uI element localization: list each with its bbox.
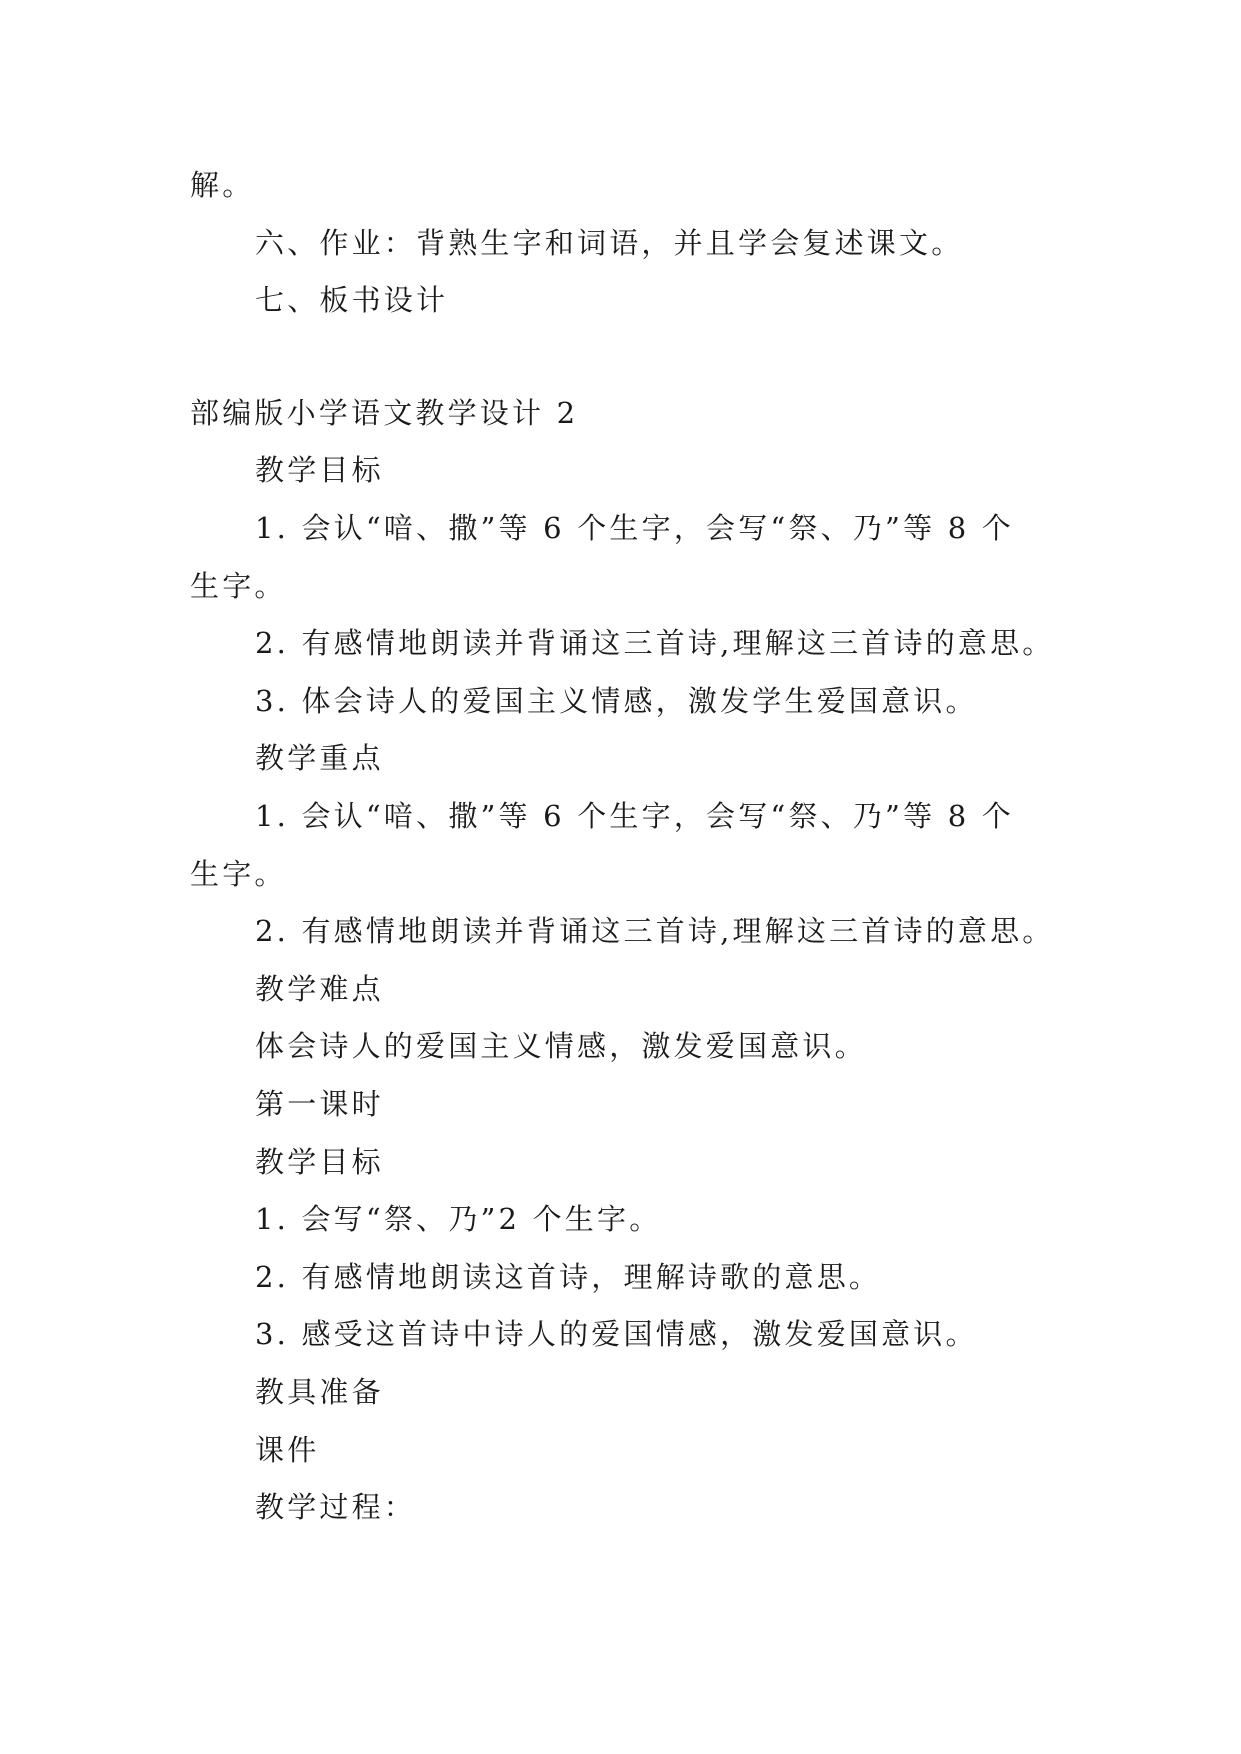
board-design-heading: 七、板书设计	[255, 283, 449, 317]
key-point-1-cont: 生字。	[190, 857, 287, 891]
homework-item: 六、作业：背熟生字和词语，并且学会复述课文。	[255, 226, 964, 260]
key-point-1: 1. 会认“喑、撒”等 6 个生字，会写“祭、乃”等 8 个	[255, 799, 1014, 833]
section-title: 部编版小学语文教学设计 2	[190, 396, 579, 430]
goal-item-1-cont: 生字。	[190, 569, 287, 603]
goal-item-2: 2. 有感情地朗读并背诵这三首诗,理解这三首诗的意思。	[255, 626, 1055, 660]
heading-process: 教学过程：	[255, 1490, 417, 1524]
heading-first-lesson: 第一课时	[255, 1087, 384, 1121]
lesson-goal-1: 1. 会写“祭、乃”2 个生字。	[255, 1202, 662, 1236]
lesson-goal-3: 3. 感受这首诗中诗人的爱国情感，激发爱国意识。	[255, 1317, 978, 1351]
goal-item-1: 1. 会认“喑、撒”等 6 个生字，会写“祭、乃”等 8 个	[255, 511, 1014, 545]
heading-key-points: 教学重点	[255, 741, 384, 775]
difficulty-text: 体会诗人的爱国主义情感，激发爱国意识。	[255, 1029, 867, 1063]
materials-text: 课件	[255, 1433, 320, 1467]
heading-difficulties: 教学难点	[255, 972, 384, 1006]
lesson-goal-2: 2. 有感情地朗读这首诗，理解诗歌的意思。	[255, 1260, 882, 1294]
key-point-2: 2. 有感情地朗读并背诵这三首诗,理解这三首诗的意思。	[255, 914, 1055, 948]
heading-teaching-goals: 教学目标	[255, 453, 384, 487]
heading-materials: 教具准备	[255, 1375, 384, 1409]
heading-lesson-goals: 教学目标	[255, 1145, 384, 1179]
paragraph-continuation: 解。	[190, 168, 255, 202]
goal-item-3: 3. 体会诗人的爱国主义情感，激发学生爱国意识。	[255, 684, 978, 718]
